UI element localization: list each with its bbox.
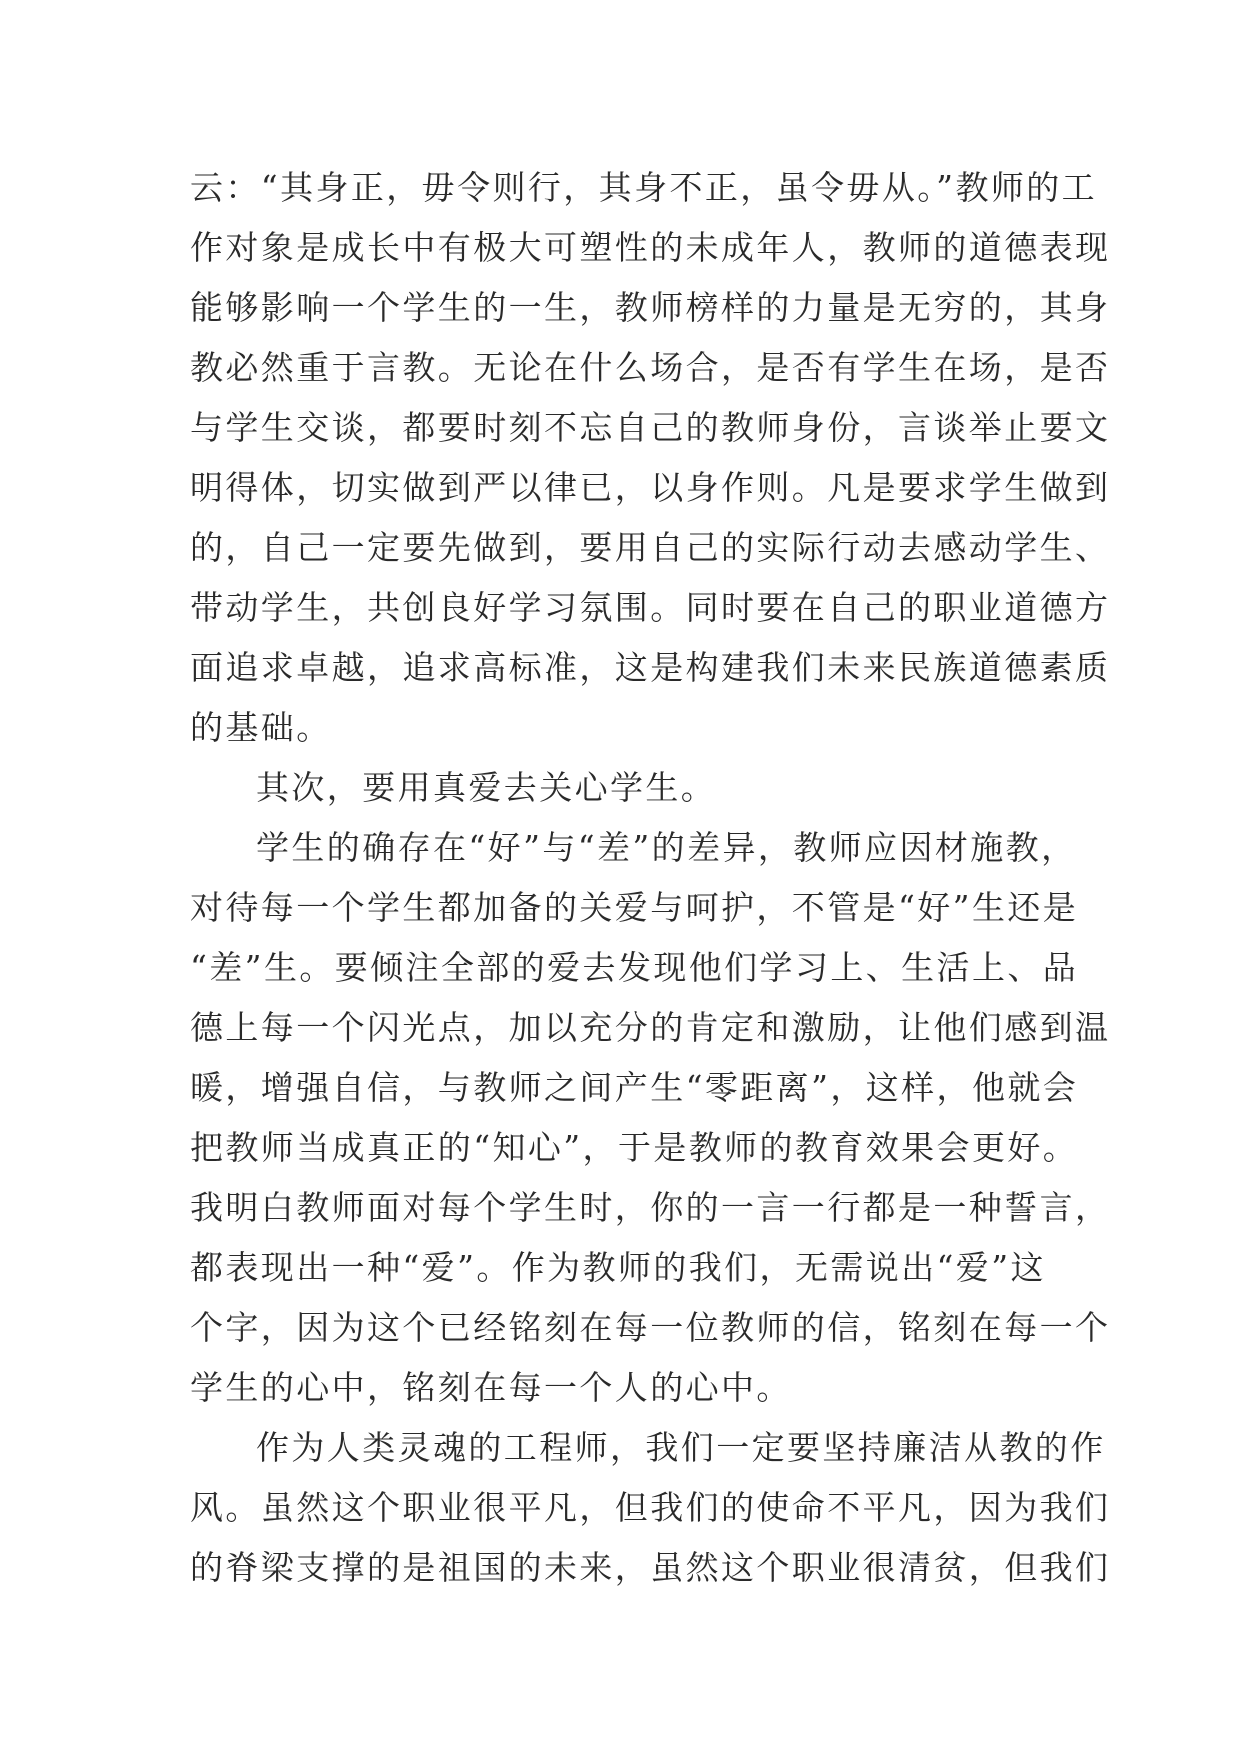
text-line: 云：“其身正，毋令则行，其身不正，虽令毋从。”教师的工: [190, 168, 1098, 207]
text-line: 的基础。: [190, 708, 332, 747]
text-line: 都表现出一种“爱”。作为教师的我们，无需说出“爱”这: [190, 1248, 1046, 1287]
text-line: 的脊梁支撑的是祖国的未来，虽然这个职业很清贫，但我们: [190, 1548, 1111, 1587]
text-line: 面追求卓越，追求高标准，这是构建我们未来民族道德素质: [190, 648, 1111, 687]
text-line: 对待每一个学生都加备的关爱与呵护，不管是“好”生还是: [190, 888, 1079, 927]
text-line: 个字，因为这个已经铭刻在每一位教师的信，铭刻在每一个: [190, 1308, 1111, 1347]
body-text: [190, 158, 1111, 1598]
paragraph-first-line: 学生的确存在“好”与“差”的差异，教师应因材施教，: [256, 828, 1077, 867]
paragraph-first-line: 作为人类灵魂的工程师，我们一定要坚持廉洁从教的作: [256, 1428, 1106, 1467]
text-line: 能够影响一个学生的一生，教师榜样的力量是无穷的，其身: [190, 288, 1111, 327]
text-line: 带动学生，共创良好学习氛围。同时要在自己的职业道德方: [190, 588, 1111, 627]
text-line: 暖，增强自信，与教师之间产生“零距离”，这样，他就会: [190, 1068, 1079, 1107]
text-line: 学生的心中，铭刻在每一个人的心中。: [190, 1368, 792, 1407]
text-line: 德上每一个闪光点，加以充分的肯定和激励，让他们感到温: [190, 1008, 1111, 1047]
text-line: 明得体，切实做到严以律已，以身作则。凡是要求学生做到: [190, 468, 1111, 507]
text-line: 教必然重于言教。无论在什么场合，是否有学生在场，是否: [190, 348, 1111, 387]
section-heading-line: 其次，要用真爱去关心学生。: [256, 768, 717, 807]
text-line: 与学生交谈，都要时刻不忘自己的教师身份，言谈举止要文: [190, 408, 1111, 447]
text-line: 的，自己一定要先做到，要用自己的实际行动去感动学生、: [190, 528, 1111, 567]
text-line: “差”生。要倾注全部的爱去发现他们学习上、生活上、品: [190, 948, 1079, 987]
text-line: 风。虽然这个职业很平凡，但我们的使命不平凡，因为我们: [190, 1488, 1111, 1527]
text-line: 我明白教师面对每个学生时，你的一言一行都是一种誓言，: [190, 1188, 1111, 1227]
text-line: 作对象是成长中有极大可塑性的未成年人，教师的道德表现: [190, 228, 1111, 267]
text-line: 把教师当成真正的“知心”，于是教师的教育效果会更好。: [190, 1128, 1079, 1167]
